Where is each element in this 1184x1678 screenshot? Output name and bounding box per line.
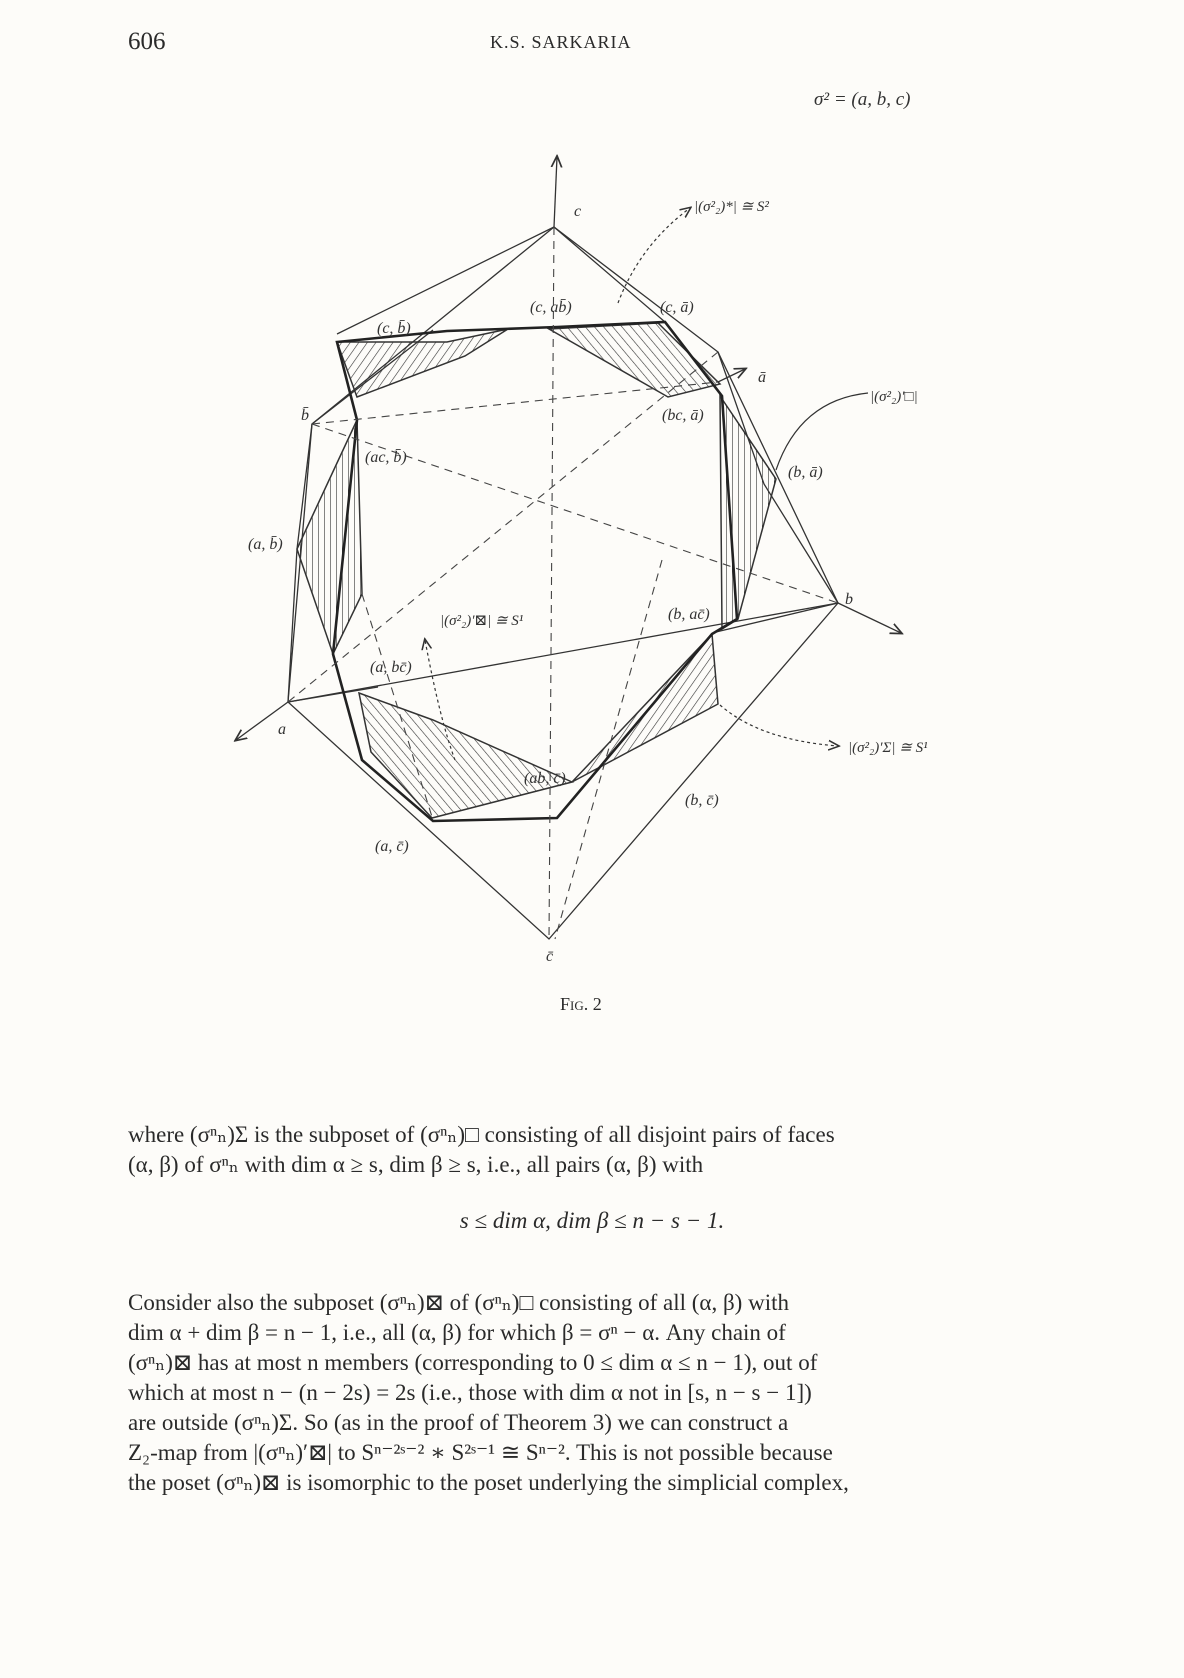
- label-b-abar: (b, ā): [788, 464, 823, 481]
- display-equation: s ≤ dim α, dim β ≤ n − s − 1.: [459, 1208, 725, 1233]
- annotation-sigma-star: |(σ²₂)*| ≅ S²: [694, 199, 769, 215]
- p2-line-3: (σⁿₙ)⊠ has at most n members (corresponding to 0 ≤ dim α ≤ n − 1), out of: [128, 1350, 818, 1375]
- paragraph-2: [128, 1288, 1058, 1498]
- axis-arrows: [236, 157, 901, 740]
- figure-caption: Fig. 2: [560, 994, 602, 1014]
- page-number: 606: [128, 28, 166, 55]
- hatched-regions: [297, 323, 776, 818]
- p2-line-1: Consider also the subposet (σⁿₙ)⊠ of (σⁿₙ)□ consisting of all (α, β) with: [128, 1290, 789, 1315]
- vertex-c-bar: c̄: [546, 948, 554, 965]
- annotation-sigma-box: |(σ²₂)′□|: [870, 389, 918, 405]
- p2-line-4: which at most n − (n − 2s) = 2s (i.e., those with dim α not in [s, n − s − 1]): [128, 1380, 812, 1405]
- p2-line-5: are outside (σⁿₙ)Σ. So (as in the proof of Theorem 3) we can construct a: [128, 1410, 789, 1435]
- vertex-a-bar: ā: [758, 369, 766, 386]
- hatch-bottom-left: [359, 693, 572, 818]
- label-ab-cbar: (ab, c̄): [524, 770, 566, 787]
- running-head: K.S. SARKARIA: [490, 32, 632, 52]
- label-bc-abar: (bc, ā): [662, 407, 704, 424]
- paragraph-1: [128, 1120, 1058, 1180]
- p2-line-2: dim α + dim β = n − 1, i.e., all (α, β) for which β = σⁿ − α. Any chain of: [128, 1320, 786, 1345]
- annotation-sigma-sq: |(σ²₂)′⊠| ≅ S¹: [440, 613, 524, 629]
- vertex-a: a: [278, 721, 286, 738]
- label-c-abbar: (c, ab̄): [530, 299, 572, 316]
- c-axis-arrow: [554, 157, 557, 227]
- p1-line-1: where (σⁿₙ)Σ is the subposet of (σⁿₙ)□ consisting of all disjoint pairs of faces: [128, 1122, 835, 1147]
- vertex-b: b: [845, 591, 853, 608]
- label-ac-bbar: (ac, b̄): [365, 449, 407, 466]
- vertex-b-bar: b̄: [301, 407, 309, 424]
- hatch-bottom-right: [572, 634, 718, 782]
- p1-line-2: (α, β) of σⁿₙ with dim α ≥ s, dim β ≥ s, i.e., all pairs (α, β) with: [128, 1152, 704, 1177]
- label-c-abar: (c, ā): [660, 299, 694, 316]
- hatch-right: [720, 396, 776, 629]
- p2-line-7: the poset (σⁿₙ)⊠ is isomorphic to the poset underlying the simplicial complex,: [128, 1470, 849, 1495]
- annotation-sigma-sigma: |(σ²₂)′Σ| ≅ S¹: [848, 740, 928, 756]
- sigma-title-label: σ² = (a, b, c): [814, 89, 911, 110]
- label-b-acbar: (b, ac̄): [668, 606, 710, 623]
- vertex-c: c: [574, 203, 582, 220]
- annotation-leaders: [425, 208, 868, 760]
- label-a-bbar: (a, b̄): [248, 536, 283, 553]
- p2-line-6: Z₂-map from |(σⁿₙ)′⊠| to Sⁿ⁻²ˢ⁻² ∗ S²ˢ⁻¹ ≅ Sⁿ⁻². This is not possible because: [128, 1440, 833, 1465]
- label-c-bbar: (c, b̄): [377, 320, 411, 337]
- label-a-bcbar: (a, bc̄): [370, 659, 412, 676]
- label-b-cbar: (b, c̄): [685, 792, 719, 809]
- label-a-cbar: (a, c̄): [375, 838, 409, 855]
